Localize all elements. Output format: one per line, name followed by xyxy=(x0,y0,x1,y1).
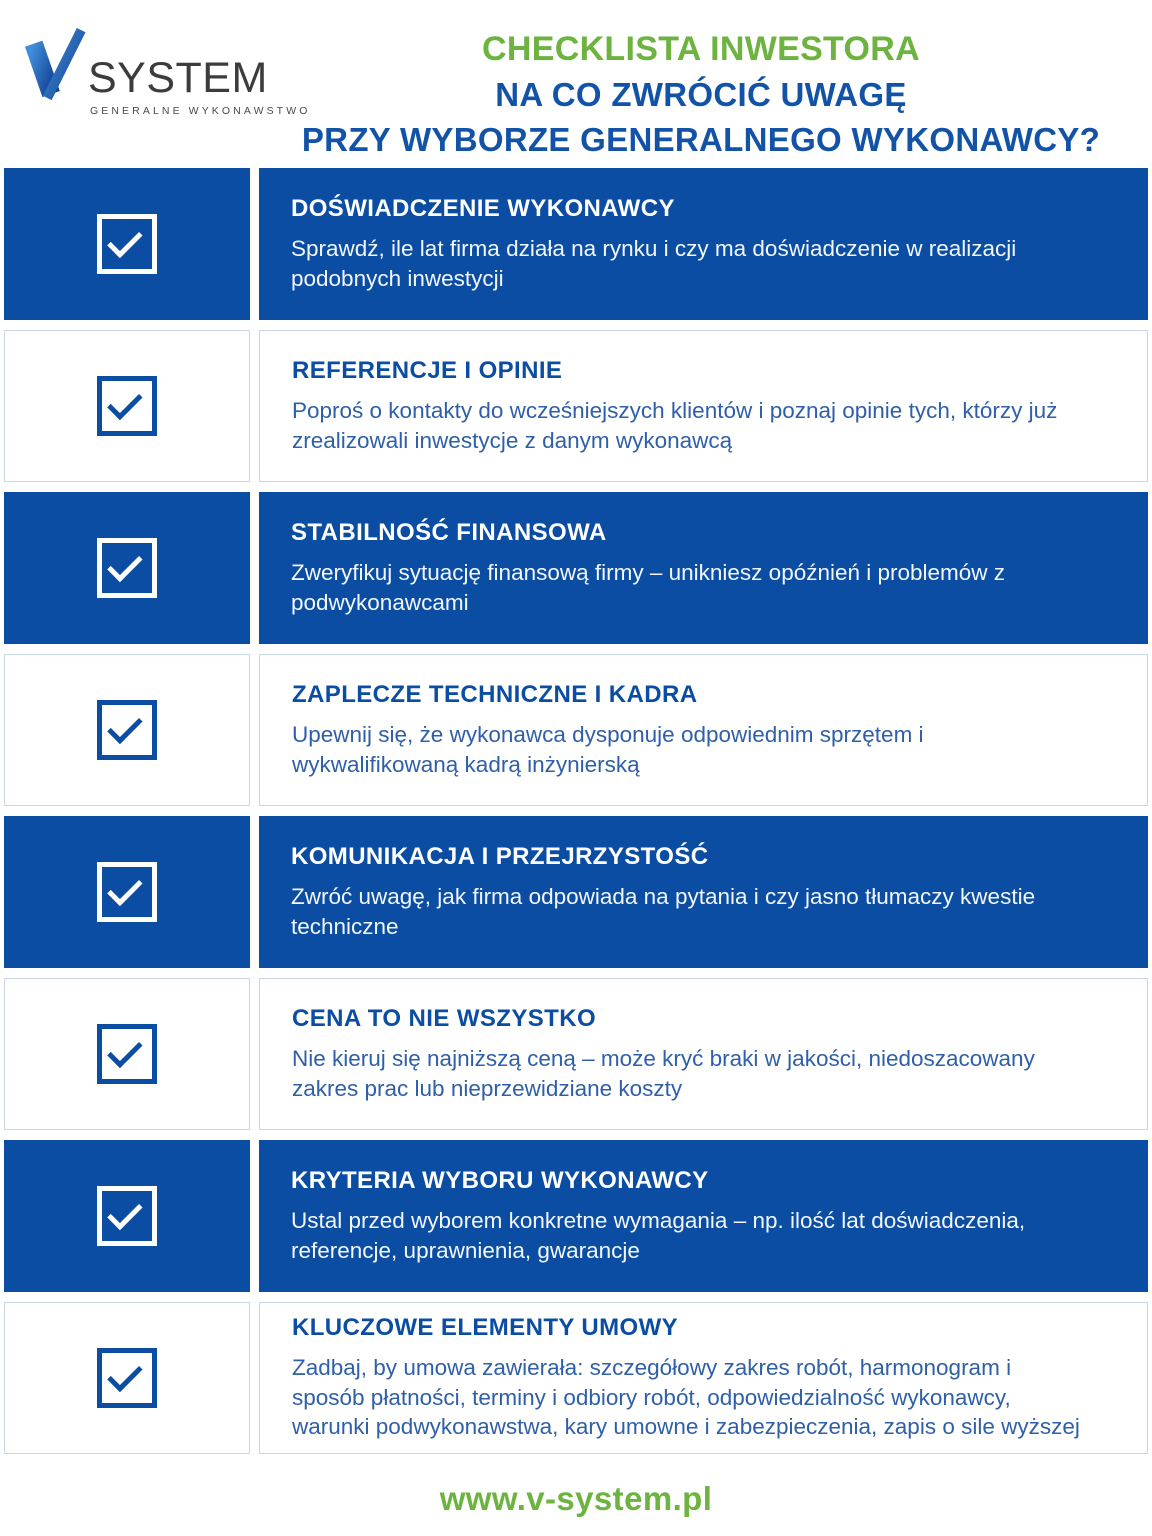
header xyxy=(0,0,1152,168)
checkmark-icon xyxy=(107,1357,142,1392)
text-cell xyxy=(259,978,1148,1130)
logo-name: SYSTEM xyxy=(88,54,268,102)
checkmark-icon xyxy=(107,1195,142,1230)
footer xyxy=(0,1480,1152,1518)
checked-checkbox[interactable] xyxy=(97,700,157,760)
text-cell xyxy=(259,492,1148,644)
text-cell xyxy=(259,1302,1148,1454)
checklist-row-stabilnosc xyxy=(4,492,1148,644)
text-cell xyxy=(259,168,1148,320)
checkmark-icon xyxy=(107,1033,142,1068)
row-description: Zwróć uwagę, jak firma odpowiada na pytania i czy jasno tłumaczy kwestie techniczne xyxy=(291,883,1036,939)
text-cell xyxy=(259,816,1148,968)
row-title: KLUCZOWE ELEMENTY UMOWY xyxy=(292,1313,679,1341)
checklist-row-umowa xyxy=(4,1302,1148,1454)
checklist xyxy=(4,168,1148,1454)
row-description: Zadbaj, by umowa zawierała: szczegółowy zakres robót, harmonogram i sposób płatności, terminy i odbiory robót, odpowiedzialność wykonawcy, warunki podwykonawstwa, kary umowne i zabezpieczenia, zapis o sile wyższej xyxy=(292,1354,1080,1440)
row-description: Zweryfikuj sytuację finansową firmy – unikniesz opóźnień i problemów z podwykonawcami xyxy=(291,559,1006,615)
title-line-3: PRZY WYBORZE GENERALNEGO WYKONAWCY? xyxy=(301,121,1101,158)
row-title: REFERENCJE I OPINIE xyxy=(292,356,563,384)
title-line-2: NA CO ZWRÓCIĆ UWAGĘ xyxy=(495,76,907,113)
row-title: ZAPLECZE TECHNICZNE I KADRA xyxy=(292,680,698,708)
checkbox-cell xyxy=(4,1140,250,1292)
checkmark-icon xyxy=(107,871,142,906)
title-line-1: CHECKLISTA INWESTORA xyxy=(482,30,920,68)
text-cell xyxy=(259,330,1148,482)
row-title: KRYTERIA WYBORU WYKONAWCY xyxy=(291,1166,709,1194)
checkbox-cell xyxy=(4,168,250,320)
text-cell xyxy=(259,1140,1148,1292)
logo-row xyxy=(24,28,268,102)
checked-checkbox[interactable] xyxy=(97,1024,157,1084)
row-title: DOŚWIADCZENIE WYKONAWCY xyxy=(291,194,675,222)
checked-checkbox[interactable] xyxy=(97,376,157,436)
checked-checkbox[interactable] xyxy=(97,538,157,598)
checklist-row-doswiadczenie xyxy=(4,168,1148,320)
logo-tagline: GENERALNE WYKONAWSTWO xyxy=(90,105,311,117)
text-cell xyxy=(259,654,1148,806)
checkmark-icon xyxy=(107,223,142,258)
row-title: KOMUNIKACJA I PRZEJRZYSTOŚĆ xyxy=(291,842,709,870)
checklist-row-zaplecze xyxy=(4,654,1148,806)
checkbox-cell xyxy=(4,330,250,482)
checklist-row-kryteria xyxy=(4,1140,1148,1292)
checkbox-cell xyxy=(4,978,250,1130)
checked-checkbox[interactable] xyxy=(97,862,157,922)
brand-logo xyxy=(24,28,311,117)
checklist-row-komunikacja xyxy=(4,816,1148,968)
row-description: Sprawdź, ile lat firma działa na rynku i czy ma doświadczenie w realizacji podobnych inwestycji xyxy=(291,235,1017,291)
checkmark-icon xyxy=(107,547,142,582)
checked-checkbox[interactable] xyxy=(97,1186,157,1246)
row-description: Nie kieruj się najniższą ceną – może kryć braki w jakości, niedoszacowany zakres prac lub nieprzewidziane koszty xyxy=(292,1045,1035,1101)
checklist-row-referencje xyxy=(4,330,1148,482)
website-link[interactable]: www.v-system.pl xyxy=(439,1480,713,1517)
checkmark-icon xyxy=(107,385,142,420)
checked-checkbox[interactable] xyxy=(97,1348,157,1408)
row-title: STABILNOŚĆ FINANSOWA xyxy=(291,518,607,546)
checklist-row-cena xyxy=(4,978,1148,1130)
checkbox-cell xyxy=(4,816,250,968)
checked-checkbox[interactable] xyxy=(97,214,157,274)
row-title: CENA TO NIE WSZYSTKO xyxy=(292,1004,597,1032)
row-description: Ustal przed wyborem konkretne wymagania – np. ilość lat doświadczenia, referencje, uprawnienia, gwarancje xyxy=(291,1207,1026,1263)
row-description: Poproś o kontakty do wcześniejszych klientów i poznaj opinie tych, którzy już zrealizowali inwestycje z danym wykonawcą xyxy=(292,397,1058,453)
checkmark-icon xyxy=(107,709,142,744)
row-description: Upewnij się, że wykonawca dysponuje odpowiednim sprzętem i wykwalifikowaną kadrą inżynierską xyxy=(292,721,924,777)
checkbox-cell xyxy=(4,654,250,806)
page-title xyxy=(250,30,1152,159)
checkbox-cell xyxy=(4,492,250,644)
v-checkmark-logo-icon xyxy=(24,28,86,102)
checkbox-cell xyxy=(4,1302,250,1454)
